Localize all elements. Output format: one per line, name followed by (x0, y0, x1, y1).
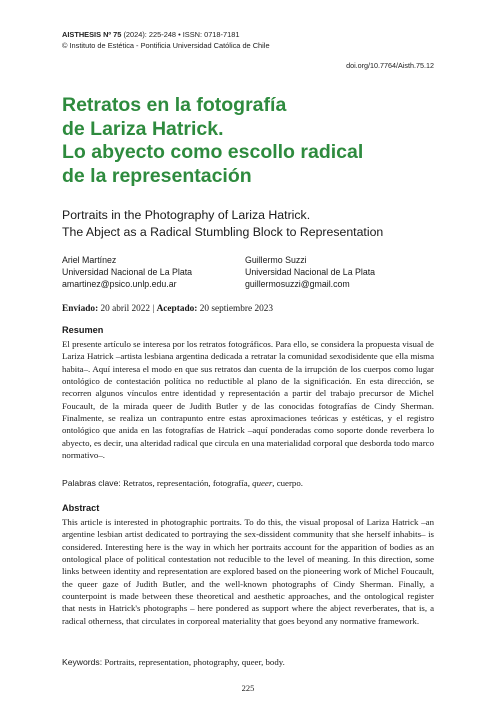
resumen-text: El presente artículo se interesa por los retratos fotográficos. Para ello, se considera la propuesta visual de Lariza Hatrick –artista lesbiana argentina dedicada a retratar la comunidad sexodisidente que ella misma habita–. Aquí interesa el modo en que sus retratos dan cuenta de la irrupción de los cuerpos como lugar ontológico de contestación política no reductible al plano de la significación. En esta dirección, se recorren algunos vínculos entre identidad y representación a partir del trabajo precursor de Michel Foucault, de la mirada queer de Judith Butler y de las conocidas fotografías de Cindy Sherman. Finalmente, se realiza un contrapunto entre estas aproximaciones teóricas y estéticas, y el registro ontológico que anida en las fotografías de Hatrick –aquí ponderadas como soporte donde reverbera lo abyecto, es decir, una alteridad radical que circula en una materialidad corporal que desborda todo marco normativo–. (62, 339, 434, 461)
title-line: Retratos en la fotografía (62, 94, 287, 116)
accepted-label: Aceptado: (156, 304, 198, 314)
keywords-text: Portraits, representation, photography, queer, body. (102, 657, 285, 667)
author-affiliation: Universidad Nacional de La Plata (62, 267, 193, 278)
journal-name: AISTHESIS Nº 75 (62, 30, 122, 39)
keywords-label: Keywords: (62, 657, 103, 667)
page-number: 225 (241, 683, 255, 693)
author-email[interactable]: amartinez@psico.unlp.edu.ar (62, 279, 177, 290)
author-block-2 (245, 254, 375, 291)
submission-dates (62, 304, 273, 314)
resumen-heading: Resumen (62, 325, 104, 335)
title-line: de Lariza Hatrick. (62, 117, 224, 140)
palabras-clave-label: Palabras clave: (62, 478, 121, 488)
doi-link[interactable]: doi.org/10.7764/Aisth.75.12 (346, 61, 434, 70)
palabras-clave-italic: queer (252, 478, 273, 488)
accepted-date: 20 septiembre 2023 (197, 304, 274, 314)
subtitle-line: Portraits in the Photography of Lariza Hatrick. (62, 208, 311, 222)
title-line: Lo abyecto como escollo radical (62, 141, 364, 163)
received-label: Enviado: (62, 304, 99, 314)
author-name: Ariel Martínez (62, 255, 117, 265)
journal-header (62, 30, 239, 39)
abstract-heading: Abstract (62, 503, 100, 513)
author-affiliation: Universidad Nacional de La Plata (245, 267, 376, 278)
palabras-clave (62, 478, 434, 488)
palabras-clave-end: , cuerpo. (272, 478, 303, 488)
title-line: de la representación (62, 164, 252, 187)
journal-institute: © Instituto de Estética - Pontificia Universidad Católica de Chile (62, 41, 270, 50)
journal-volume-info: (2024): 225-248 • ISSN: 0718-7181 (121, 30, 240, 39)
abstract-text: This article is interested in photographic portraits. To do this, the visual proposal of Lariza Hatrick –an argentine lesbian artist dedicated to portraying the sex-dissident community that she herself inhabits– is considered. Interesting here is the way in which her portraits account for the apparition of bodies as an ontological place of political contestation not reducible to the level of meaning. In this direction, some links between identity and representation are explored based on the pioneering work of Michel Foucault, the queer gaze of Judith Butler, and the well-known photographs of Cindy Sherman. Finally, a counterpoint is made between these theoretical and aesthetic approaches, and the ontological register that nests in Hatrick's photographs – here pondered as support where the abject reverberates, that is, a radical otherness, that circulates in corporeal materiality that goes beyond any normative framework. (62, 517, 434, 626)
palabras-clave-text: Retratos, representación, fotografía, (120, 478, 253, 488)
author-name: Guillermo Suzzi (245, 255, 307, 265)
article-title (62, 94, 442, 188)
subtitle-line: The Abject as a Radical Stumbling Block to Representation (62, 224, 384, 239)
date-separator: | (150, 304, 157, 314)
article-subtitle (62, 207, 442, 240)
keywords (62, 657, 434, 667)
author-email[interactable]: guillermosuzzi@gmail.com (245, 279, 350, 290)
author-block-1 (62, 254, 192, 291)
received-date: 20 abril 2022 (98, 304, 151, 314)
